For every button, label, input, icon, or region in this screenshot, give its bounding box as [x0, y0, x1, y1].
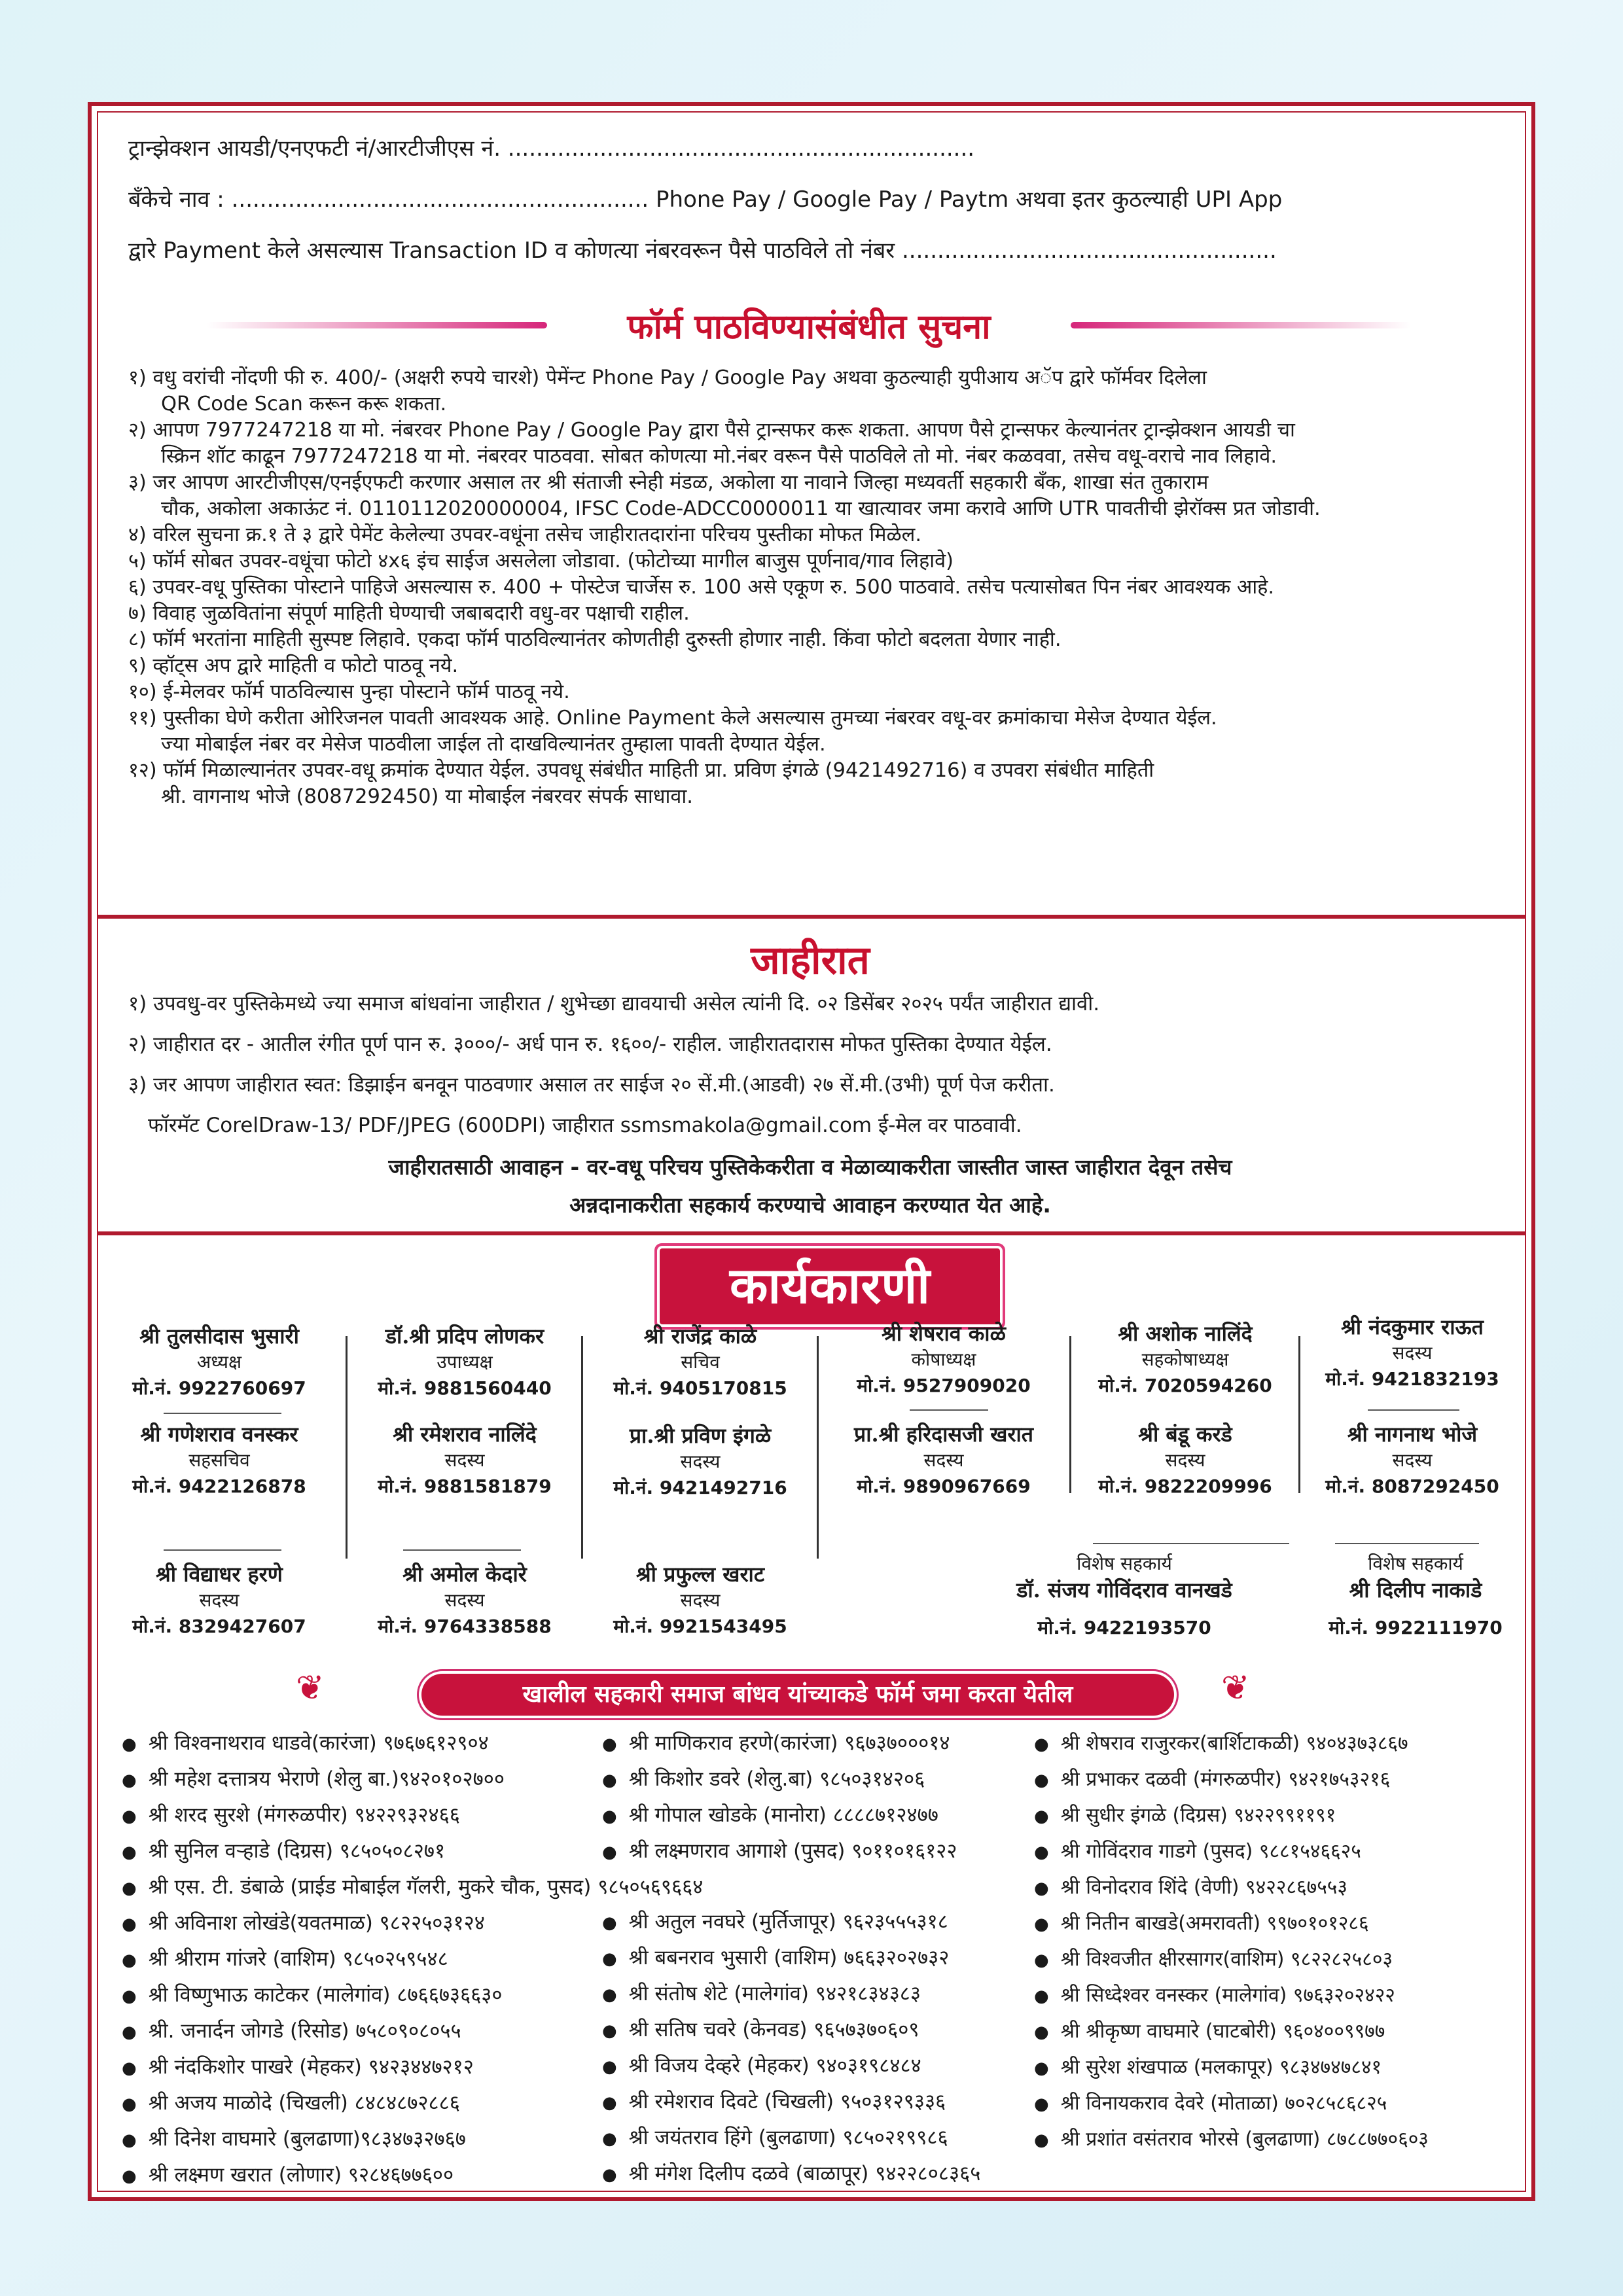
- collector-item: ● श्री महेश दत्तात्रय भेराणे (शेलु बा.)९४२०१०२७००: [122, 1767, 505, 1791]
- member-phone: मो.नं. 9422193570: [1037, 1617, 1211, 1638]
- separator: [1368, 1409, 1459, 1411]
- bullet-icon: ●: [1034, 1771, 1049, 1790]
- member-phone: मो.नं. 9421832193: [1325, 1368, 1499, 1390]
- bullet-icon: ●: [1034, 1879, 1049, 1898]
- notice-item: चौक, अकोला अकाऊंट नं. 0110112020000004, IFSC Code-ADCC0000011 या खात्यावर जमा करावे आणि UTR पावतीची झेरॉक्स प्रत जोडावी.: [161, 497, 1321, 520]
- ads-appeal: जाहीरातसाठी आवाहन - वर-वधू परिचय पुस्तिकेकरीता व मेळाव्याकरीता जास्तीत जास्त जाहीरात देवून तसेच: [388, 1154, 1232, 1180]
- column-divider: [1069, 1336, 1071, 1493]
- committee-member: [1072, 1421, 1298, 1500]
- ads-item: ३) जर आपण जाहीरात स्वत: डिझाईन बनवून पाठवणार असाल तर साईज २० सें.मी.(आडवी) २७ सें.मी.(उभी) पूर्ण पेज करीता.: [128, 1073, 1055, 1097]
- committee-member: [819, 1320, 1068, 1399]
- member-phone: मो.नं. 9881560440: [378, 1377, 552, 1399]
- notice-item: QR Code Scan करून करू शकता.: [161, 393, 447, 415]
- notice-item: २) आपण 7977247218 या मो. नंबरवर Phone Pay / Google Pay द्वारा पैसे ट्रान्सफर करू शकता. आपण पैसे ट्रान्सफर केल्यानंतर ट्रान्झेक्शन आयडी चा: [128, 419, 1295, 442]
- notice-item: ज्या मोबाईल नंबर वर मेसेज पाठवीला जाईल तो दाखविल्यानंतर तुम्हाला पावती देण्यात येईल.: [161, 733, 826, 756]
- member-name: श्री रमेशराव नालिंदे: [393, 1422, 537, 1447]
- member-role: सदस्य: [1165, 1449, 1205, 1471]
- collector-item: ● श्री गोपाल खोडके (मानोरा) ८८८८७१२४७७: [602, 1803, 938, 1827]
- collector-item: ● श्री सतिष चवरे (केनवड) ९६५७३७०६०९: [602, 2018, 919, 2041]
- bullet-icon: ●: [1034, 1987, 1049, 2006]
- notice-item: १२) फॉर्म मिळाल्यानंतर उपवर-वधू क्रमांक देण्यात येईल. उपवधू संबंधीत माहिती प्रा. प्रविण इंगळे (9421492716) व उपवरा संबंधीत माहिती: [128, 759, 1154, 782]
- collector-item: ● श्री एस. टी. डंबाळे (प्राईड मोबाईल गॅलरी, मुकरे चौक, पुसद) ९८५०५६९६६४: [122, 1875, 704, 1899]
- bullet-icon: ●: [602, 1735, 617, 1754]
- bullet-icon: ●: [1034, 1915, 1049, 1934]
- bullet-icon: ●: [602, 2057, 617, 2077]
- collector-item: ● श्री नंदकिशोर पाखरे (मेहकर) ९४२३४४७२१२: [122, 2055, 474, 2079]
- notice-item: ३) जर आपण आरटीजीएस/एनईएफटी करणार असाल तर श्री संताजी स्नेही मंडळ, अकोला या नावाने जिल्हा मध्यवर्ती सहकारी बँक, शाखा संत तुकाराम: [128, 471, 1209, 494]
- member-role: सदस्य: [680, 1451, 721, 1472]
- member-role: सदस्य: [1392, 1342, 1433, 1364]
- bullet-icon: ●: [602, 1843, 617, 1862]
- banner-line-right: [1071, 322, 1411, 328]
- collector-item: ● श्री विजय देव्हरे (मेहकर) ९४०३१९८४८४: [602, 2054, 921, 2077]
- collector-item: ● श्री विष्णुभाऊ काटेकर (मालेगांव) ८७६६७३६६३०: [122, 1983, 503, 2007]
- member-role: विशेष सहकार्य: [1077, 1553, 1172, 1574]
- section-divider: [97, 915, 1526, 919]
- separator: [1093, 1543, 1289, 1544]
- member-role: सचिव: [681, 1351, 720, 1373]
- committee-member: [584, 1323, 817, 1402]
- ads-item: १) उपवधु-वर पुस्तिकेमध्ये ज्या समाज बांधवांना जाहीरात / शुभेच्छा द्यावयाची असेल त्यांनी दि. ०२ डिसेंबर २०२५ पर्यंत जाहीरात द्यावी.: [128, 992, 1100, 1016]
- member-role: अध्यक्ष: [196, 1351, 242, 1373]
- member-phone: मो.नं. 8329427607: [132, 1616, 306, 1637]
- notice-item: ८) फॉर्म भरतांना माहिती सुस्पष्ट लिहावे. एकदा फॉर्म पाठविल्यानंतर कोणतीही दुरुस्ती होणार नाही. किंवा फोटो बदलता येणार नाही.: [128, 628, 1061, 651]
- member-phone: मो.नं. 9881581879: [378, 1475, 552, 1497]
- bullet-icon: ●: [122, 1771, 137, 1790]
- collector-item: ● श्री सुनिल वऱ्हाडे (दिग्रस) ९८५०५०८२७१: [122, 1839, 446, 1863]
- collector-item: ● श्री दिनेश वाघमारे (बुलढाणा)९८३४७३२७६७: [122, 2127, 466, 2151]
- banner-line-left: [207, 322, 547, 328]
- member-phone: मो.नं. 7020594260: [1098, 1375, 1272, 1396]
- member-phone: मो.नं. 9405170815: [613, 1377, 787, 1399]
- ads-title: जाहीरात: [751, 938, 870, 983]
- bullet-icon: ●: [602, 1949, 617, 1969]
- member-name: श्री तुलसीदास भुसारी: [139, 1324, 299, 1349]
- collector-item: ● श्री शरद सुरशे (मंगरुळपीर) ९४२२९३२४६६: [122, 1803, 460, 1827]
- bullet-icon: ●: [122, 2094, 137, 2114]
- bullet-icon: ●: [602, 2129, 617, 2149]
- collector-item: ● श्री जयंतराव हिंगे (बुलढाणा) ९८५०२१९९८६: [602, 2126, 948, 2149]
- collector-item: ● श्री माणिकराव हरणे(कारंजा) ९६७३७०००१४: [602, 1731, 950, 1755]
- member-name: श्री दिलीप नाकाडे: [1349, 1578, 1482, 1602]
- bullet-icon: ●: [602, 2165, 617, 2185]
- member-name: डॉ. संजय गोविंदराव वानखडे: [1016, 1578, 1232, 1602]
- collector-item: ● श्री श्रीराम गांजरे (वाशिम) ९८५०२५९५४८: [122, 1947, 448, 1971]
- member-role: सदस्य: [199, 1589, 240, 1611]
- notice-item: श्री. वागनाथ भोजे (8087292450) या मोबाईल नंबरवर संपर्क साधावा.: [161, 785, 693, 808]
- committee-member: [1072, 1320, 1298, 1399]
- member-role: उपाध्यक्ष: [437, 1351, 493, 1373]
- bullet-icon: ●: [1034, 2058, 1049, 2078]
- flourish-right-icon: ❦: [1221, 1669, 1250, 1708]
- collector-column-3: [1034, 1726, 1429, 2158]
- collector-item: ● श्री किशोर डवरे (शेलु.बा) ९८५०३१४२०६: [602, 1767, 925, 1791]
- bullet-icon: ●: [122, 1951, 137, 1970]
- bank-name-line: बँकेचे नाव : ........................................................... Phone Pay / Google Pay / Paytm अथवा इतर कुठल्याही UPI App: [128, 186, 1283, 213]
- collector-item: ● श्री गोविंदराव गाडगे (पुसद) ९८८१५४६६२५: [1034, 1840, 1361, 1863]
- member-role: सदस्य: [444, 1449, 485, 1471]
- collector-item: ● श्री विश्वनाथराव धाडवे(कारंजा) ९७६७६१२९०४: [122, 1731, 489, 1755]
- bullet-icon: ●: [1034, 1807, 1049, 1826]
- notice-title: फॉर्म पाठविण्यासंबंधीत सुचना: [627, 307, 991, 347]
- member-phone: मो.नं. 9527909020: [857, 1375, 1031, 1396]
- committee-member: [348, 1421, 581, 1500]
- notice-item: ५) फॉर्म सोबत उपवर-वधूंचा फोटो ४x६ इंच साईज असलेला जोडावा. (फोटोच्या मागील बाजुस पूर्णनाव/गाव लिहावे): [128, 550, 954, 573]
- column-divider: [346, 1336, 348, 1559]
- bullet-icon: ●: [122, 1735, 137, 1754]
- bullet-icon: ●: [602, 1913, 617, 1933]
- flourish-left-icon: ❦: [296, 1669, 325, 1708]
- collector-item: ● श्री सुरेश शंखपाळ (मलकापूर) ९८३४७४७८४१: [1034, 2056, 1382, 2079]
- bullet-icon: ●: [602, 2021, 617, 2041]
- collector-item: ● श्री लक्ष्मण खरात (लोणार) ९२८४६७७६००: [122, 2163, 454, 2187]
- member-role: कोषाध्यक्ष: [911, 1349, 976, 1370]
- collector-item: ● श्री अतुल नवघरे (मुर्तिजापूर) ९६२३५५५३१८: [602, 1910, 948, 1934]
- separator: [910, 1409, 988, 1411]
- collector-item: ● श्री विनायकराव देवरे (मोताळा) ७०२८५८६८२५: [1034, 2092, 1387, 2115]
- committee-member: [98, 1561, 340, 1640]
- member-phone: मो.नं. 9421492716: [613, 1477, 787, 1498]
- notice-item: स्क्रिन शॉट काढून 7977247218 या मो. नंबरवर पाठववा. सोबत कोणत्या मो.नंबर वरून पैसे पाठविले तो मो. नंबर कळववा, तसेच वधू-वराचे नाव लिहावे.: [161, 445, 1277, 468]
- member-phone: मो.नं. 9922760697: [132, 1377, 306, 1399]
- collector-item: ● श्री लक्ष्मणराव आगाशे (पुसद) ९०११०१६१२२: [602, 1839, 957, 1863]
- bullet-icon: ●: [122, 1879, 137, 1898]
- bullet-icon: ●: [1034, 2130, 1049, 2150]
- bullet-icon: ●: [122, 2058, 137, 2078]
- member-role: विशेष सहकार्य: [1368, 1553, 1463, 1574]
- committee-member: [584, 1561, 817, 1640]
- member-name: श्री अशोक नालिंदे: [1118, 1321, 1253, 1346]
- notice-item: ७) विवाह जुळवितांना संपूर्ण माहिती घेण्याची जबाबदारी वधु-वर पक्षाची राहील.: [128, 602, 690, 625]
- collector-item: ● श्री सुधीर इंगळे (दिग्रस) ९४२२९९११९१: [1034, 1804, 1336, 1827]
- collector-item: ● श्री नितीन बाखडे(अमरावती) ९९७०१०१२८६: [1034, 1912, 1369, 1935]
- bullet-icon: ●: [602, 1807, 617, 1826]
- column-divider: [581, 1336, 583, 1559]
- collector-column-2: [602, 1726, 980, 2193]
- member-name: श्री प्रफुल्ल खराट: [636, 1562, 764, 1587]
- collector-item: ● श्री संतोष शेटे (मालेगांव) ९४२१८३४३८३: [602, 1982, 921, 2005]
- member-name: श्री नागनाथ भोजे: [1347, 1422, 1478, 1447]
- member-role: सदस्य: [444, 1589, 485, 1611]
- notice-item: १०) ई-मेलवर फॉर्म पाठविल्यास पुन्हा पोस्टाने फॉर्म पाठवू नये.: [128, 680, 570, 703]
- member-role: सहसचिव: [188, 1449, 250, 1471]
- column-divider: [817, 1336, 819, 1559]
- collector-item: ● श्री विनोदराव शिंदे (वेणी) ९४२२८६७५५३: [1034, 1876, 1348, 1899]
- bullet-icon: ●: [1034, 2022, 1049, 2042]
- collector-item: ● श्री सिध्देश्वर वनस्कर (मालेगांव) ९७६३२०२४२२: [1034, 1984, 1395, 2007]
- member-phone: मो.नं. 9890967669: [857, 1475, 1031, 1497]
- bullet-icon: ●: [122, 2130, 137, 2150]
- committee-title: कार्यकारणी: [660, 1248, 1000, 1324]
- member-name: श्री नंदकुमार राऊत: [1341, 1315, 1484, 1339]
- separator: [1335, 1543, 1479, 1544]
- notice-item: ४) वरिल सुचना क्र.१ ते ३ द्वारे पेमेंट केलेल्या उपवर-वधूंना तसेच जाहीरातदारांना परिचय पुस्तीका मोफत मिळेल.: [128, 523, 922, 546]
- bullet-icon: ●: [602, 1771, 617, 1790]
- notice-item: ६) उपवर-वधू पुस्तिका पोस्टाने पाहिजे असल्यास रु. 400 + पोस्टेज चार्जेस रु. 100 असे एकूण रु. 500 पाठवावे. तसेच पत्यासोबत पिन नंबर आवश्यक आहे.: [128, 576, 1275, 599]
- bullet-icon: ●: [122, 2166, 137, 2186]
- bullet-icon: ●: [122, 1915, 137, 1934]
- collector-item: ● श्री शेषराव राजुरकर(बार्शिटाकळी) ९४०४३७३८६७: [1034, 1732, 1408, 1755]
- member-name: श्री शेषराव काळे: [882, 1321, 1006, 1346]
- collector-item: ● श्री रमेशराव दिवटे (चिखली) ९५०३१२९३३६: [602, 2090, 946, 2113]
- member-phone: मो.नं. 9922111970: [1329, 1617, 1503, 1638]
- bullet-icon: ●: [1034, 1843, 1049, 1862]
- section-divider: [97, 1231, 1526, 1235]
- bullet-icon: ●: [122, 1987, 137, 2006]
- member-name: श्री अमोल केदारे: [402, 1562, 527, 1587]
- collector-item: ● श्री अजय माळोदे (चिखली) ८४८४८७२८८६: [122, 2091, 460, 2115]
- committee-member: [98, 1323, 340, 1402]
- bullet-icon: ●: [1034, 1735, 1049, 1754]
- committee-member: [819, 1421, 1068, 1500]
- bullet-icon: ●: [602, 2093, 617, 2113]
- committee-member: [1301, 1421, 1524, 1500]
- collector-item: ● श्री अविनाश लोखंडे(यवतमाळ) ९८२२५०३१२४: [122, 1911, 485, 1935]
- member-phone: मो.नं. 9921543495: [613, 1616, 787, 1637]
- member-role: सहकोषाध्यक्ष: [1141, 1349, 1229, 1370]
- member-phone: मो.नं. 9422126878: [132, 1475, 306, 1497]
- ads-item: २) जाहीरात दर - आतील रंगीत पूर्ण पान रु. ३०००/- अर्ध पान रु. १६००/- राहील. जाहीरातदारास मोफत पुस्तिका देण्यात येईल.: [128, 1033, 1052, 1056]
- separator: [164, 1549, 281, 1551]
- member-name: प्रा.श्री हरिदासजी खरात: [854, 1422, 1033, 1447]
- transaction-id-line: ट्रान्झेक्शन आयडी/एनएफटी नं/आरटीजीएस नं. ..................................................................: [128, 135, 975, 162]
- collector-item: ● श्री श्रीकृष्ण वाघमारे (घाटबोरी) ९६०४००९९७७: [1034, 2020, 1385, 2043]
- member-name: श्री गणेशराव वनस्कर: [140, 1422, 298, 1447]
- committee-member: [941, 1551, 1308, 1641]
- collector-item: ● श्री प्रशांत वसंतराव भोरसे (बुलढाणा) ८७८८७७०६०३: [1034, 2128, 1429, 2151]
- ads-item: फॉरमॅट CorelDraw-13/ PDF/JPEG (600DPI) जाहीरात ssmsmakola@gmail.com ई-मेल वर पाठवावी.: [148, 1114, 1022, 1137]
- bullet-icon: ●: [602, 1985, 617, 2005]
- member-phone: मो.नं. 9764338588: [378, 1616, 552, 1637]
- member-phone: मो.नं. 8087292450: [1325, 1475, 1499, 1497]
- collector-item: ● श्री प्रभाकर दळवी (मंगरुळपीर) ९४२१७५३२१६: [1034, 1768, 1391, 1791]
- committee-member: [348, 1561, 581, 1640]
- member-name: प्रा.श्री प्रविण इंगळे: [629, 1423, 772, 1448]
- separator: [403, 1549, 521, 1551]
- member-name: श्री विद्याधर हरणे: [156, 1562, 283, 1587]
- collector-item: ● श्री बबनराव भुसारी (वाशिम) ७६६३२०२७३२: [602, 1946, 950, 1969]
- bullet-icon: ●: [122, 2022, 137, 2042]
- bullet-icon: ●: [1034, 1951, 1049, 1970]
- member-role: सदस्य: [923, 1449, 964, 1471]
- committee-member: [348, 1323, 581, 1402]
- bullet-icon: ●: [1034, 2094, 1049, 2114]
- notice-item: १) वधु वरांची नोंदणी फी रु. 400/- (अक्षरी रुपये चारशे) पेमेंन्ट Phone Pay / Google Pay अथवा कुठल्याही युपीआय अॅप द्वारे फॉर्मवर दिलेला: [128, 366, 1207, 389]
- member-role: सदस्य: [1392, 1449, 1433, 1471]
- bullet-icon: ●: [122, 1807, 137, 1826]
- collector-item: ● श्री विश्वजीत क्षीरसागर(वाशिम) ९८२२८२५८०३: [1034, 1948, 1393, 1971]
- member-name: श्री राजेंद्र काळे: [643, 1324, 757, 1349]
- separator: [164, 1413, 281, 1414]
- member-role: सदस्य: [680, 1589, 721, 1611]
- committee-member: [1308, 1551, 1524, 1641]
- document-frame: [88, 102, 1535, 2201]
- committee-member: [1301, 1314, 1524, 1392]
- payment-id-line: द्वारे Payment केले असल्यास Transaction ID व कोणत्या नंबरवरून पैसे पाठविले तो नंबर .....................................................: [128, 238, 1277, 264]
- committee-member: [98, 1421, 340, 1500]
- committee-member: [584, 1422, 817, 1501]
- column-divider: [1298, 1336, 1300, 1493]
- bullet-icon: ●: [122, 1843, 137, 1862]
- notice-list: [128, 365, 1516, 810]
- member-phone: मो.नं. 9822209996: [1098, 1475, 1272, 1497]
- notice-item: ९) व्हॉट्स अप द्वारे माहिती व फोटो पाठवू नये.: [128, 654, 459, 677]
- collector-item: ● श्री. जनार्दन जोगडे (रिसोड) ७५८०९०८०५५: [122, 2019, 461, 2043]
- ads-appeal: अन्नदानाकरीता सहकार्य करण्याचे आवाहन करण्यात येत आहे.: [569, 1192, 1051, 1218]
- member-name: डॉ.श्री प्रदिप लोणकर: [385, 1324, 544, 1349]
- member-name: श्री बंडू करडे: [1138, 1422, 1232, 1447]
- notice-item: ११) पुस्तीका घेणे करीता ओरिजनल पावती आवश्यक आहे. Online Payment केले असल्यास तुमच्या नंबरवर वधू-वर क्रमांकाचा मेसेज देण्यात येईल.: [128, 707, 1217, 730]
- collector-item: ● श्री मंगेश दिलीप दळवे (बाळापूर) ९४२२८०८३६५: [602, 2162, 981, 2185]
- collection-title: खालील सहकारी समाज बांधव यांच्याकडे फॉर्म जमा करता येतील: [421, 1674, 1174, 1716]
